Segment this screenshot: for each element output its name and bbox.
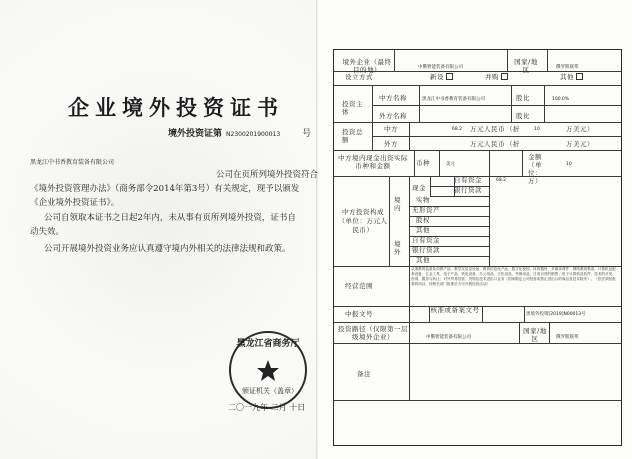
setup-new-text: 新设 xyxy=(430,73,444,81)
body-paragraph-1-line-2: 《境外投资管理办法》（商务部令2014年第3号）有关规定，现予以颁发 xyxy=(30,184,300,194)
abroad-group-label: 境外 xyxy=(394,240,401,256)
certificate-number xyxy=(168,126,311,139)
total-invest-label: 投资总额 xyxy=(342,128,363,144)
own-funds-value: 68.2 xyxy=(496,178,507,183)
route-value: 中俄智能装备有限公司 xyxy=(426,335,471,340)
total-foreign-usd-unit: 万美元） xyxy=(566,140,594,148)
total-foreign-equiv: （折 xyxy=(506,140,520,148)
setup-merge-checkbox[interactable] xyxy=(501,73,508,80)
issue-date: 二〇一九年 二月 十日 xyxy=(228,403,306,412)
issuing-authority: 颁证机关（盖章） xyxy=(242,387,298,395)
body-paragraph-2-line-1: 公司自领取本证书之日起2年内，未从事有页所列境外投资，证书自 xyxy=(44,213,296,223)
route-country-label: 国家/地区 xyxy=(523,327,547,343)
body-paragraph-2-line-2: 动失效。 xyxy=(30,227,65,237)
reg-type-label: 中报文号 xyxy=(345,310,373,318)
domestic-name-label: 中方名称 xyxy=(379,94,407,102)
total-chinese-usd-unit: 万美元） xyxy=(566,125,594,133)
abroad-other-label: 其他 xyxy=(416,256,430,264)
scope-text: 从事教育装备及幼教产品、教学实验室设备、教育信息化产品、数字化校园、体育器材、多媒体课件、网络系统集成、计算机及配套设备、五金工具、电子产品、机电设备、办公用品、文化用品、劳保用品、日用百货的销售；电子计算机及软件、技术的开发、咨询、服务与转让；对外贸易经营；货物及技术进出口业务（国家限定公司经营或禁止进出口的商品及技术除外）。（依法须经批准的项目，经相关部门批准后方可开展经营活动） xyxy=(411,267,616,286)
page-fold xyxy=(316,0,318,459)
foreign-name-label: 外方名称 xyxy=(379,112,407,120)
total-chinese-unit: 万元人民币 xyxy=(470,125,505,133)
official-seal xyxy=(226,328,310,412)
domestic-group-label: 境内 xyxy=(394,196,401,212)
setup-new-checkbox[interactable] xyxy=(446,73,453,80)
entity-value: 中俄智能装备有限公司 xyxy=(418,65,463,70)
abroad-own-funds-label: 自有资金 xyxy=(412,236,440,244)
cert-no-value: N2300201900013 xyxy=(226,131,281,138)
route-label: 投资路径（仅限第一层级境外企业） xyxy=(338,325,408,341)
currency-label: 中方境内现金出资实际币种和金额 xyxy=(338,154,408,170)
cash-label: 现金 xyxy=(412,184,426,192)
domestic-ratio-label: 股比 xyxy=(516,94,530,102)
body-paragraph-1-line-1: 公司在页所列境外投资符合 xyxy=(216,170,319,180)
company-name: 黑龙江中书香教育装备有限公司 xyxy=(30,159,115,166)
domestic-name-value: 黑龙江中书香教育装备有限公司 xyxy=(422,97,485,102)
own-funds-label: 自有资金 xyxy=(454,176,482,184)
breakdown-label: 中方投资构成（单位：万元人民币） xyxy=(338,208,388,234)
investor-label: 投资主体 xyxy=(342,100,363,116)
route-country-value: 俄罗斯联邦 xyxy=(556,335,579,340)
bank-loan-label: 银行贷款 xyxy=(454,186,482,194)
total-foreign-unit: 万元人民币 xyxy=(470,140,505,148)
investment-details-table xyxy=(333,49,622,446)
setup-merge-option[interactable] xyxy=(485,73,508,81)
in-kind-label: 实物 xyxy=(416,196,430,204)
setup-other-option[interactable] xyxy=(560,73,583,81)
abroad-bank-loan-label: 银行贷款 xyxy=(412,246,440,254)
total-foreign-side: 外方 xyxy=(384,140,398,148)
approval-label: 核准或备案文号 xyxy=(430,306,480,314)
domestic-ratio-value: 100.0% xyxy=(552,97,570,102)
seal-text: 黑龙江省商务厅 xyxy=(236,339,300,349)
country-label: 国家/地区 xyxy=(514,58,538,74)
intangible-label: 无形资产 xyxy=(412,206,440,214)
cert-no-suffix: 号 xyxy=(302,129,312,139)
amount-label: 金额（单位：万） xyxy=(528,153,542,185)
total-chinese-equiv: （折 xyxy=(506,125,520,133)
entity-label: 境外企业（最终目的地） xyxy=(342,58,392,74)
total-chinese-side: 中方 xyxy=(384,125,398,133)
body-paragraph-3-line-1: 公司开展境外投资业务应认真遵守境内外相关的法律法规和政策。 xyxy=(44,244,291,254)
other-label: 其他 xyxy=(416,226,430,234)
setup-method-label: 设立方式 xyxy=(345,73,373,81)
equity-label: 股权 xyxy=(416,216,430,224)
setup-merge-text: 并购 xyxy=(485,73,499,81)
seal-star-icon xyxy=(257,360,279,381)
approval-value: 黑境外投资[2019]N00013号 xyxy=(526,312,586,317)
remarks-label: 备注 xyxy=(357,370,371,378)
foreign-ratio-label: 股比 xyxy=(516,112,530,120)
cert-no-label: 境外投资证第 xyxy=(168,129,223,139)
amount-value: 10 xyxy=(566,162,572,167)
setup-other-text: 其他 xyxy=(560,73,574,81)
certificate-title: 企业境外投资证书 xyxy=(68,95,284,120)
body-paragraph-1-line-3: 《企业境外投资证书》。 xyxy=(30,198,120,208)
country-value: 俄罗斯联邦 xyxy=(556,65,579,70)
currency-kind-value: 美元 xyxy=(446,162,455,167)
total-chinese-value: 68.2 xyxy=(452,127,463,132)
setup-other-checkbox[interactable] xyxy=(576,73,583,80)
scope-label: 经营范围 xyxy=(345,282,373,290)
total-chinese-usd: 10 xyxy=(534,127,540,132)
setup-new-option[interactable] xyxy=(430,73,453,81)
currency-kind-label: 币种 xyxy=(416,159,430,167)
